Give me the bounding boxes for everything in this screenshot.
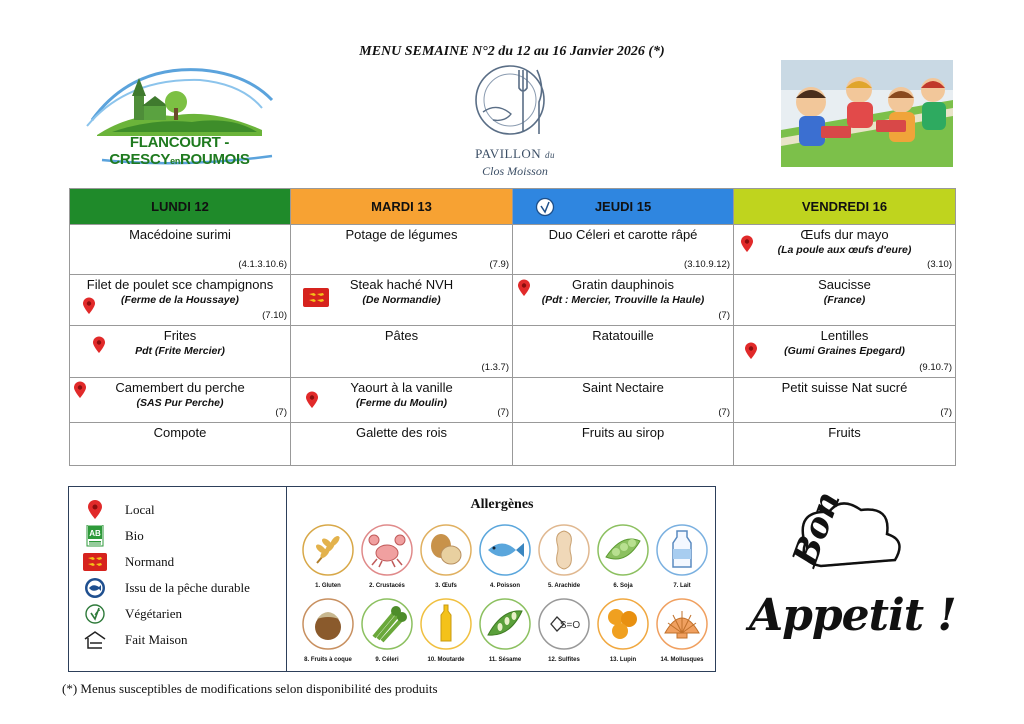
- sustainable-fishing-icon: [83, 577, 107, 599]
- legend-item-peche: [83, 577, 283, 599]
- menu-cell: [513, 378, 734, 423]
- dish-origin: Pdt (Frite Mercier): [135, 345, 225, 357]
- lupin-icon: [596, 597, 650, 651]
- menu-cell: [291, 378, 513, 423]
- eggs-icon: [419, 523, 473, 577]
- menu-cell: [70, 275, 291, 326]
- allergen-label: 12. Sulfites: [548, 657, 580, 663]
- svg-text:S=O: S=O: [559, 620, 581, 631]
- day-label: VENDREDI 16: [801, 199, 888, 214]
- allergen-sesame: [476, 597, 534, 663]
- allergen-codes: (7): [718, 310, 730, 321]
- plate-cutlery-icon: [465, 62, 565, 146]
- day-label: MARDI 13: [371, 199, 432, 214]
- allergen-label: 14. Mollusques: [660, 657, 704, 663]
- dish-name: Camembert du perche: [115, 380, 245, 395]
- legend-label: Normand: [125, 554, 175, 569]
- allergen-label: 5. Arachide: [547, 583, 581, 589]
- town-logo: [72, 60, 287, 170]
- dish-name: Galette des rois: [355, 425, 448, 440]
- celery-icon: [360, 597, 414, 651]
- sesame-icon: [478, 597, 532, 651]
- menu-cell: [70, 378, 291, 423]
- normandy-flag-icon: [83, 551, 107, 573]
- legend-item-bio: [83, 525, 283, 547]
- menu-row-entree: [70, 225, 956, 275]
- menu-row-plat: [70, 275, 956, 326]
- legend-item-vegetarien: [83, 603, 283, 625]
- crab-icon: [360, 523, 414, 577]
- allergen-label: 2. Crustacés: [369, 583, 405, 589]
- day-header-jeudi: [513, 189, 734, 225]
- vegetarian-icon: [83, 603, 107, 625]
- map-pin-icon: [305, 391, 319, 409]
- allergen-gluten: [299, 523, 357, 589]
- legend-item-fait-maison: [83, 629, 283, 651]
- svg-text:AB: AB: [89, 529, 101, 538]
- allergen-codes: (4.1.3.10.6): [238, 259, 287, 270]
- menu-cell: [513, 423, 734, 466]
- homemade-icon: [83, 629, 107, 651]
- allergen-codes: (7): [718, 407, 730, 418]
- wheat-icon: [301, 523, 355, 577]
- dish-name: Frites: [163, 328, 197, 343]
- allergen-codes: (7.10): [262, 310, 287, 321]
- dish-name: Potage de légumes: [345, 227, 458, 242]
- allergen-codes: (7): [497, 407, 509, 418]
- menu-cell: [734, 326, 956, 378]
- soy-icon: [596, 523, 650, 577]
- allergen-label: 3. Œufs: [435, 583, 457, 589]
- allergen-poisson: [476, 523, 534, 589]
- allergen-label: 11. Sésame: [488, 657, 522, 663]
- dish-name: Saint Nectaire: [582, 380, 664, 395]
- menu-cell: [70, 326, 291, 378]
- allergen-label: 7. Lait: [673, 583, 691, 589]
- symbol-legend: [69, 487, 287, 671]
- pavillon-name-text: PAVILLON: [475, 146, 542, 161]
- dish-name: Œufs dur mayo: [800, 227, 889, 242]
- legend-item-normand: [83, 551, 283, 573]
- mustard-icon: [419, 597, 473, 651]
- dish-name: Filet de poulet sce champignons: [86, 277, 274, 292]
- dish-name: Macédoine surimi: [129, 227, 231, 242]
- allergen-oeufs: [417, 523, 475, 589]
- menu-cell: [513, 225, 734, 275]
- dish-origin: (Ferme du Moulin): [356, 397, 447, 409]
- allergen-arachide: [535, 523, 593, 589]
- legend-label: Végétarien: [125, 606, 183, 621]
- day-header-mardi: [291, 189, 513, 225]
- normandy-flag-icon: [303, 288, 329, 307]
- mollusc-icon: [655, 597, 709, 651]
- map-pin-icon: [517, 279, 531, 297]
- pavillon-subtitle: Clos Moisson: [482, 164, 548, 178]
- allergen-label: 1. Gluten: [315, 583, 341, 589]
- bon-appetit-graphic: [745, 486, 960, 670]
- menu-cell: [70, 225, 291, 275]
- town-name-en: en: [170, 156, 181, 166]
- dish-name: Ratatouille: [592, 328, 654, 343]
- town-name-part2: ROUMOIS: [180, 151, 250, 168]
- allergen-moutarde: [417, 597, 475, 663]
- menu-cell: [291, 423, 513, 466]
- chef-hat-icon: [745, 500, 960, 670]
- dish-name: Fruits: [828, 425, 861, 440]
- dish-origin: (Pdt : Mercier, Trouville la Haule): [541, 294, 705, 306]
- allergen-label: 6. Soja: [613, 583, 633, 589]
- dish-name: Steak haché NVH: [349, 277, 454, 292]
- allergens-title: Allergènes: [470, 497, 534, 512]
- allergen-codes: (7.9): [489, 259, 509, 270]
- day-label: LUNDI 12: [151, 199, 209, 214]
- day-header-vendredi: [734, 189, 956, 225]
- allergen-celeri: [358, 597, 416, 663]
- legend-label: Local: [125, 502, 155, 517]
- dish-origin: (La poule aux œufs d'eure): [777, 244, 912, 256]
- dish-name: Saucisse: [818, 277, 871, 292]
- town-name-part1: FLANCOURT - CRESCY: [109, 134, 230, 168]
- dish-origin: (De Normandie): [362, 294, 441, 306]
- map-pin-icon: [82, 297, 96, 315]
- menu-cell: [734, 423, 956, 466]
- pavillon-name: [465, 146, 565, 162]
- map-pin-icon: [73, 381, 87, 399]
- map-pin-icon: [92, 336, 106, 354]
- bon-appetit-line2: Appetit !: [749, 590, 956, 641]
- legend-box: [68, 486, 716, 672]
- fish-icon: [478, 523, 532, 577]
- allergen-label: 4. Poisson: [489, 583, 520, 589]
- allergen-label: 8. Fruits à coque: [304, 657, 352, 663]
- bon-appetit-line1: Bon: [785, 486, 849, 572]
- menu-cell: [513, 275, 734, 326]
- dish-name: Petit suisse Nat sucré: [781, 380, 908, 395]
- dish-name: Duo Céleri et carotte râpé: [548, 227, 698, 242]
- allergen-crustaces: [358, 523, 416, 589]
- pavillon-du: du: [544, 150, 555, 160]
- town-name: [72, 134, 287, 168]
- dish-name: Lentilles: [820, 328, 869, 343]
- map-pin-icon: [740, 235, 754, 253]
- children-eating-photo: [781, 60, 953, 167]
- dish-origin: (France): [823, 294, 866, 306]
- allergen-fruits-a-coque: [299, 597, 357, 663]
- menu-cell: [734, 275, 956, 326]
- sulphite-icon: [537, 597, 591, 651]
- menu-row-accompagnement: [70, 326, 956, 378]
- allergen-lupin: [594, 597, 652, 663]
- menu-cell: [513, 326, 734, 378]
- menu-cell: [734, 378, 956, 423]
- allergen-soja: [594, 523, 652, 589]
- menu-row-dessert: [70, 423, 956, 466]
- allergen-sulfites: [535, 597, 593, 663]
- allergen-mollusques: [653, 597, 711, 663]
- allergen-label: 10. Moutarde: [427, 657, 465, 663]
- dish-name: Yaourt à la vanille: [350, 380, 453, 395]
- allergen-codes: (3.10.9.12): [684, 259, 730, 270]
- dish-origin: (Gumi Graines Epegard): [784, 345, 905, 357]
- day-label: JEUDI 15: [594, 199, 652, 214]
- menu-cell: [291, 275, 513, 326]
- allergen-codes: (7): [275, 407, 287, 418]
- menu-cell: [70, 423, 291, 466]
- map-pin-icon: [744, 342, 758, 360]
- allergen-codes: (1.3.7): [481, 362, 509, 373]
- legend-label: Bio: [125, 528, 144, 543]
- allergen-label: 13. Lupin: [609, 657, 637, 663]
- menu-row-laitage: [70, 378, 956, 423]
- allergen-codes: (3.10): [927, 259, 952, 270]
- footnote: (*) Menus susceptibles de modifications selon disponibilité des produits: [62, 681, 438, 696]
- dish-name: Pâtes: [384, 328, 419, 343]
- legend-label: Issu de la pêche durable: [125, 580, 250, 595]
- menu-title: MENU SEMAINE N°2 du 12 au 16 Janvier 2026 (*): [359, 44, 665, 59]
- dish-name: Compote: [153, 425, 207, 440]
- dish-name: Fruits au sirop: [581, 425, 665, 440]
- allergen-codes: (7): [940, 407, 952, 418]
- day-header-lundi: [70, 189, 291, 225]
- milk-icon: [655, 523, 709, 577]
- menu-cell: [291, 326, 513, 378]
- peanut-icon: [537, 523, 591, 577]
- dish-name: Gratin dauphinois: [572, 277, 674, 292]
- legend-item-local: [83, 499, 283, 521]
- map-pin-icon: [83, 499, 107, 521]
- hazelnut-icon: [301, 597, 355, 651]
- allergen-label: 9. Céleri: [375, 657, 399, 663]
- vegetarian-icon: [535, 197, 555, 217]
- legend-label: Fait Maison: [125, 632, 188, 647]
- pavillon-logo: [465, 62, 565, 182]
- menu-cell: [734, 225, 956, 275]
- allergen-lait: [653, 523, 711, 589]
- weekly-menu-table: [69, 188, 956, 466]
- allergen-codes: (9.10.7): [919, 362, 952, 373]
- dish-origin: (SAS Pur Perche): [136, 397, 224, 409]
- organic-ab-icon: [83, 525, 107, 547]
- dish-origin: (Ferme de la Houssaye): [121, 294, 239, 306]
- menu-cell: [291, 225, 513, 275]
